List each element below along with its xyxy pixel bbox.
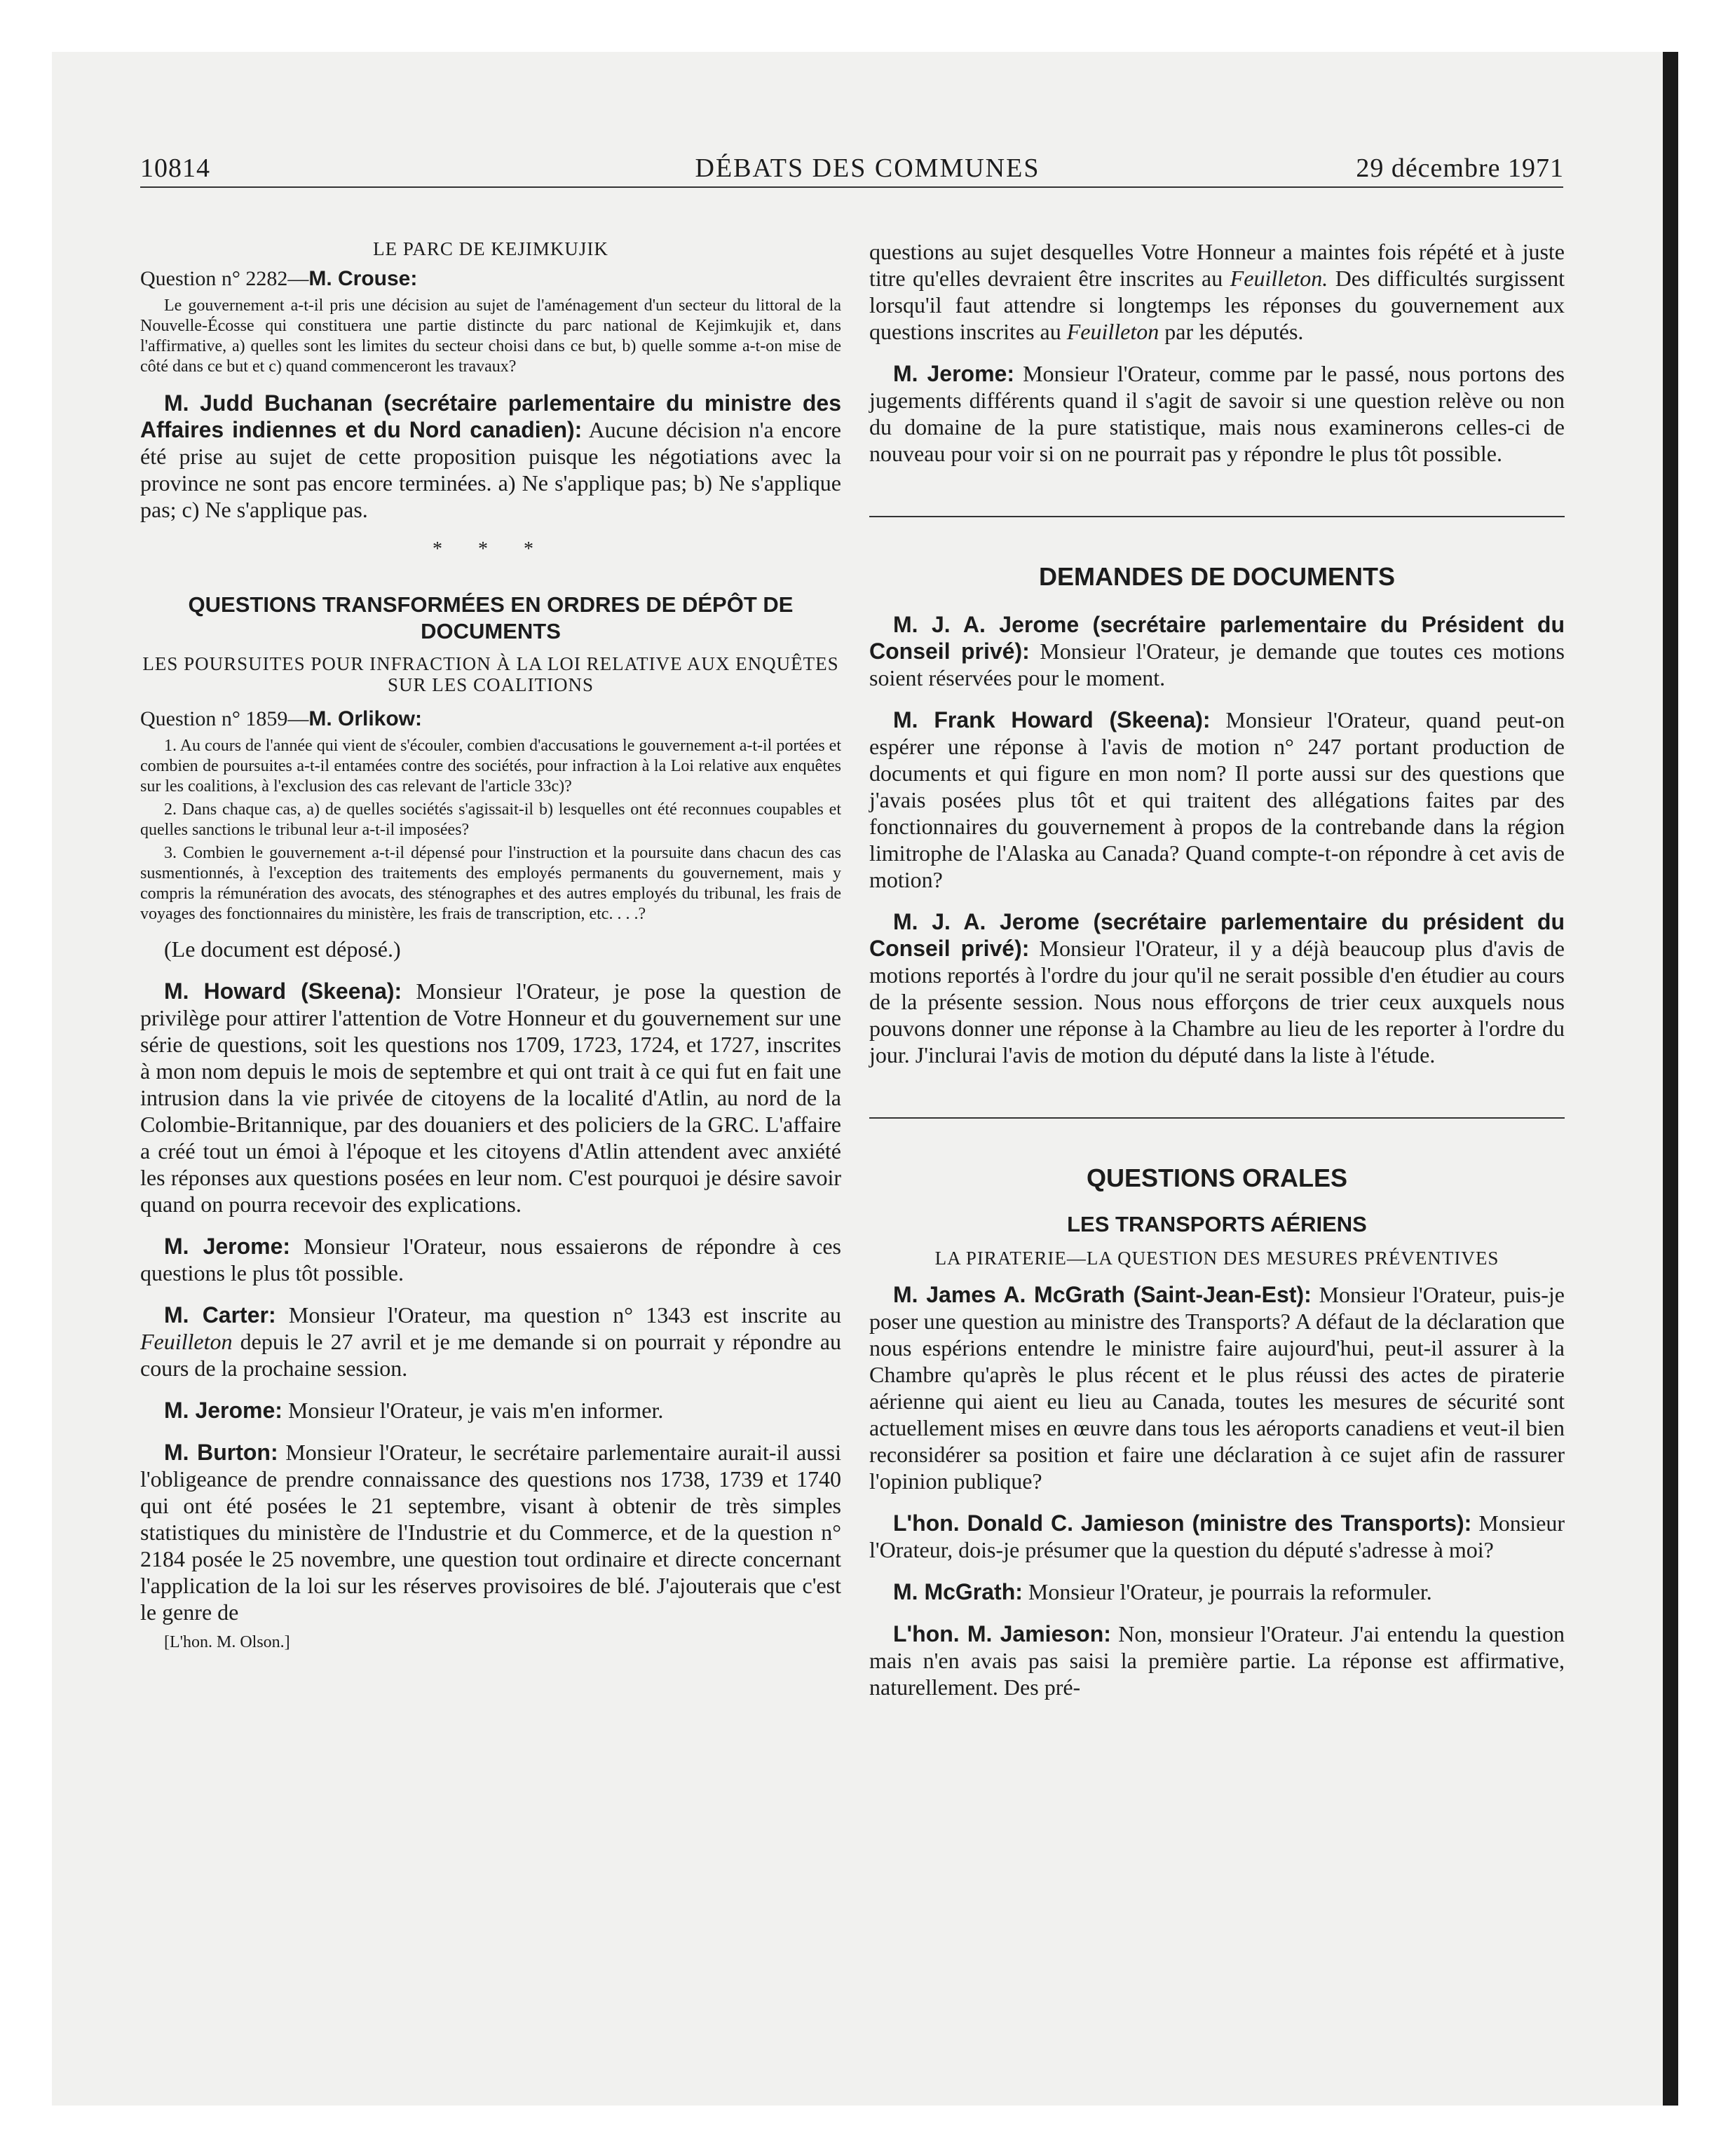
mcgrath-followup: M. McGrath: Monsieur l'Orateur, je pourrais la reformuler.	[893, 1579, 1432, 1604]
section-divider-2	[869, 1117, 1565, 1119]
jerome-reply-2: M. Jerome: Monsieur l'Orateur, je vais m'en informer.	[164, 1398, 664, 1423]
question-1859-header: Question n° 1859—M. Orlikow:	[140, 707, 423, 730]
question-2282-text: Le gouvernement a-t-il pris une décision au sujet de l'aménagement d'un secteur du littoral de la Nouvelle-Écosse qui constituera une partie distincte du parc national de Kejimkujik et, dans l'affirmative, a) quelles sont les limites du secteur choisi dans ce but, b) quelle somme a-t-on mise de côté dans ce but et c) quand commenceront les travaux?	[140, 296, 841, 376]
question-1859-part-1: 1. Au cours de l'année qui vient de s'écouler, combien d'accusations le gouvernement a-t-il portées et combien de poursuites a-t-il entamées contre des sociétés, pour infraction à la Loi relative aux enquêtes sur les coalitions, à l'exclusion des cas relevant de l'article 33c)?	[140, 737, 841, 796]
section-stars: * * *	[433, 538, 549, 560]
burton-continuation: questions au sujet desquelles Votre Honneur a maintes fois répété et à juste titre qu'elles devraient être inscrites au Feuilleton. Des difficultés surgissent lorsqu'il faut attendre si longtemps les réponses du gouvernement aux questions inscrites au Feuilleton par les députés.	[869, 239, 1565, 344]
left-column	[140, 238, 841, 1652]
section-title-orders: QUESTIONS TRANSFORMÉES EN ORDRES DE DÉPÔT DE DOCUMENTS	[188, 592, 794, 643]
jerome-docs-reply-2: M. J. A. Jerome (secrétaire parlementaire du président du Conseil privé): Monsieur l'Orateur, il y a déjà beaucoup plus d'avis de motions reportés à l'ordre du jour qu'il ne serait possible d'en étudier au cours de la présente session. Nous nous efforçons de trier ceux auxquels nous pouvons donner une réponse à la Chambre au lieu de les reporter à l'ordre du jour. J'inclurai l'avis de motion du député dans la liste à l'étude.	[869, 909, 1565, 1067]
section-title-documents: DEMANDES DE DOCUMENTS	[1038, 562, 1396, 591]
page-number: 10814	[140, 153, 210, 183]
jerome-reply-3: M. Jerome: Monsieur l'Orateur, comme par le passé, nous portons des jugements différents quand il s'agit de savoir si une question relève ou non du domaine de la pure statistique, mais nous examinerons celles-ci de nouveau pour voir si on ne pourrait pas y répondre le plus tôt possible.	[869, 361, 1565, 466]
question-1859-part-2: 2. Dans chaque cas, a) de quelles sociétés s'agissait-il b) lesquelles ont été reconnues coupables et quelles sanctions le tribunal leur a-t-il imposées?	[140, 800, 841, 839]
header-date: 29 décembre 1971	[1356, 153, 1564, 183]
carter-question: M. Carter: Monsieur l'Orateur, ma question n° 1343 est inscrite au Feuilleton depuis le 27 avril et je me demande si on pourrait y répondre au cours de la prochaine session.	[140, 1302, 842, 1381]
document-deposited: (Le document est déposé.)	[164, 936, 401, 962]
jamieson-reply-2: L'hon. M. Jamieson: Non, monsieur l'Orateur. J'ai entendu la question mais n'en avais pas saisi la première partie. La réponse est affirmative, naturellement. Des pré-	[869, 1621, 1565, 1700]
mcgrath-question: M. James A. McGrath (Saint-Jean-Est): Monsieur l'Orateur, puis-je poser une question au ministre des Transports? A défaut de la déclaration que nous espérions entendre le ministre faire aujourd'hui, peut-il assurer à la Chambre qu'après le plus récent et le plus réussi des actes de piraterie aérienne qui aient eu lieu au Canada, toutes les mesures de sécurité sont actuellement mises en œuvre dans tous les aéroports canadiens et veut-il bien reconsidérer sa position et faire une déclaration à ce sujet afin de rassurer l'opinion publique?	[869, 1282, 1565, 1494]
header-rule	[140, 186, 1563, 188]
subsection-title-coalitions: LES POURSUITES POUR INFRACTION À LA LOI RELATIVE AUX ENQUÊTES SUR LES COALITIONS	[142, 653, 839, 695]
running-title: DÉBATS DES COMMUNES	[695, 153, 1040, 183]
right-column	[869, 238, 1565, 1716]
subsection-title-air-transport: LES TRANSPORTS AÉRIENS	[1067, 1212, 1367, 1236]
howard-statement: M. Howard (Skeena): Monsieur l'Orateur, je pose la question de privilège pour attirer l'attention de Votre Honneur et du gouvernement sur une série de questions, soit les questions nos 1709, 1723, 1724, et 1727, inscrites à mon nom depuis le mois de septembre et qui ont trait à ce qui fut en fait une intrusion dans la vie privée de citoyens de la localité d'Atlin, au nord de la Colombie-Britannique, par des douaniers et des policiers de la GRC. L'affaire a créé tout un émoi à l'époque et les citoyens d'Atlin attendent avec anxiété les réponses aux questions posées en leur nom. C'est pourquoi je désire savoir quand on pourra recevoir des explications.	[140, 978, 842, 1217]
jamieson-reply-1: L'hon. Donald C. Jamieson (ministre des Transports): Monsieur l'Orateur, dois-je présumer que la question du député s'adresse à moi?	[869, 1510, 1565, 1562]
question-2282-header: Question n° 2282—M. Crouse:	[140, 267, 418, 290]
jerome-docs-reply: M. J. A. Jerome (secrétaire parlementaire du Président du Conseil privé): Monsieur l'Orateur, je demande que toutes ces motions soient réservées pour le moment.	[869, 612, 1565, 690]
jerome-reply-1: M. Jerome: Monsieur l'Orateur, nous essaierons de répondre à ces questions le plus tôt possible.	[140, 1234, 842, 1285]
kejimkujik-heading: LE PARC DE KEJIMKUJIK	[373, 238, 608, 259]
frank-howard-question: M. Frank Howard (Skeena): Monsieur l'Orateur, quand peut-on espérer une réponse à l'avis de motion n° 247 portant production de documents et qui figure en mon nom? Il porte aussi sur des questions que j'avais posées plus tôt et qui traitent des allégations faites par des fonctionnaires du gouvernement à propos de la contrebande dans la région limitrophe de l'Alaska au Canada? Quand compte-t-on répondre à cet avis de motion?	[869, 707, 1565, 892]
question-1859-part-3: 3. Combien le gouvernement a-t-il dépensé pour l'instruction et la poursuite dans chacun des cas susmentionnés, à l'exception des traitements des employés permanents du gouvernement, mais y compris la rémunération des avocats, des sténographes et des autres employés du tribunal, les frais de voyages des fonctionnaires du ministère, les frais de transcription, etc. . . .?	[140, 844, 841, 923]
subsection-title-piracy: LA PIRATERIE—LA QUESTION DES MESURES PRÉVENTIVES	[934, 1248, 1499, 1269]
buchanan-answer: M. Judd Buchanan (secrétaire parlementaire du ministre des Affaires indiennes et du Nord canadien): Aucune décision n'a encore été prise au sujet de cette proposition puisque les négotiations avec la province ne sont pas encore terminées. a) Ne s'applique pas; b) Ne s'applique pas; c) Ne s'applique pas.	[140, 390, 842, 522]
footnote-olson: [L'hon. M. Olson.]	[164, 1633, 290, 1651]
burton-question: M. Burton: Monsieur l'Orateur, le secrétaire parlementaire aurait-il aussi l'obligeance de prendre connaissance des questions nos 1738, 1739 et 1740 qui ont été posées le 21 septembre, visant à obtenir de très simples statistiques du ministère de l'Industrie et du Commerce, et de la question n° 2184 posée le 25 novembre, une question tout ordinaire et directe concernant l'application de la loi sur les réserves provisoires de blé. J'ajouterais que c'est le genre de	[140, 1440, 842, 1625]
page-spine-shadow	[1663, 52, 1678, 2106]
section-divider-1	[869, 516, 1565, 517]
section-title-oral-questions: QUESTIONS ORALES	[1086, 1164, 1348, 1192]
